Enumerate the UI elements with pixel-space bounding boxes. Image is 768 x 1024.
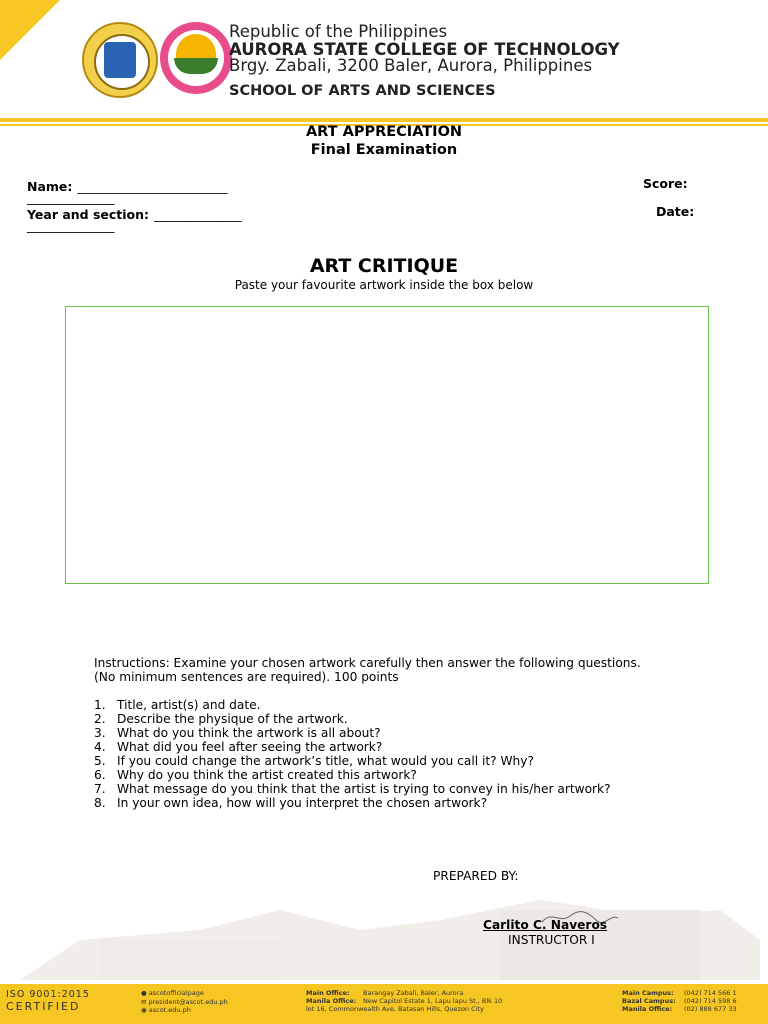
header-school: SCHOOL OF ARTS AND SCIENCES (229, 83, 496, 99)
email-contact: ✉ president@ascot.edu.ph (141, 998, 228, 1006)
prepared-by-label: PREPARED BY: (433, 869, 519, 883)
website-contact: ◉ ascot.edu.ph (141, 1006, 191, 1014)
header-address: Brgy. Zabali, 3200 Baler, Aurora, Philippines (229, 56, 593, 75)
certified-label: CERTIFIED (6, 1000, 81, 1013)
main-campus-phone: (042) 714 566 1 (684, 989, 737, 997)
list-item: 4. What did you feel after seeing the artwork? (94, 740, 383, 754)
email-icon: ✉ (141, 998, 149, 1006)
header-divider (0, 118, 768, 122)
main-office-address: Barangay Zabali, Baler, Aurora (363, 989, 464, 997)
name-line: ________________________ (77, 179, 228, 194)
year-section-line: ______________ (154, 207, 242, 222)
instructions-line1: Instructions: Examine your chosen artwork carefully then answer the following questions. (94, 656, 641, 670)
bazal-campus-phone: (042) 714 598 6 (684, 997, 737, 1005)
manila-office-label: Manila Office: (306, 997, 357, 1005)
list-item: 1. Title, artist(s) and date. (94, 698, 261, 712)
year-section-label: Year and section: (27, 207, 150, 222)
building-watermark (20, 880, 760, 980)
critique-subtitle: Paste your favourite artwork inside the box below (234, 278, 534, 292)
question-list (94, 698, 611, 810)
year-line-continued: ______________ (27, 218, 115, 233)
list-item: 2. Describe the physique of the artwork. (94, 712, 348, 726)
artwork-box[interactable] (65, 306, 709, 584)
instructor-position: INSTRUCTOR I (508, 933, 595, 947)
main-campus-label: Main Campus: (622, 989, 674, 997)
critique-title: ART CRITIQUE (309, 255, 459, 277)
iso-label: ISO 9001:2015 (6, 989, 90, 1000)
list-item: 5. If you could change the artwork’s title, what would you call it? Why? (94, 754, 534, 768)
manila-office-address-2: lot 16, Commonwealth Ave, Batasan Hills, Quezon City (306, 1005, 484, 1013)
manila-office-phone: (02) 888 677 33 (684, 1005, 737, 1013)
exam-title: Final Examination (310, 142, 458, 158)
facebook-contact: ● ascotofficialpage (141, 989, 204, 997)
globe-icon: ◉ (141, 1006, 149, 1014)
header-college-name: AURORA STATE COLLEGE OF TECHNOLOGY (229, 40, 620, 59)
header-republic: Republic of the Philippines (229, 22, 448, 41)
corner-decoration (0, 0, 60, 60)
date-label: Date: (656, 204, 695, 219)
list-item: 7. What message do you think that the artist is trying to convey in his/her artwork? (94, 782, 611, 796)
list-item: 8. In your own idea, how will you interpret the chosen artwork? (94, 796, 488, 810)
list-item: 6. Why do you think the artist created this artwork? (94, 768, 417, 782)
manila-phone-label: Manila Office: (622, 1005, 673, 1013)
manila-office-address: New Capitol Estate 1, Lapu lapu St., Blk 10 (363, 997, 503, 1005)
score-label: Score: (643, 176, 688, 191)
exam-subject: ART APPRECIATION (305, 124, 463, 140)
instructions-line2: (No minimum sentences are required). 100 points (94, 670, 399, 684)
name-label: Name: (27, 179, 73, 194)
facebook-icon: ● (141, 989, 149, 997)
school-seal-logo (160, 22, 232, 94)
name-line-continued: ______________ (27, 190, 115, 205)
college-seal-logo (82, 22, 158, 98)
main-office-label: Main Office: (306, 989, 350, 997)
instructor-name: Carlito C. Naveros (483, 918, 608, 932)
list-item: 3. What do you think the artwork is all about? (94, 726, 381, 740)
bazal-campus-label: Bazal Campus: (622, 997, 676, 1005)
